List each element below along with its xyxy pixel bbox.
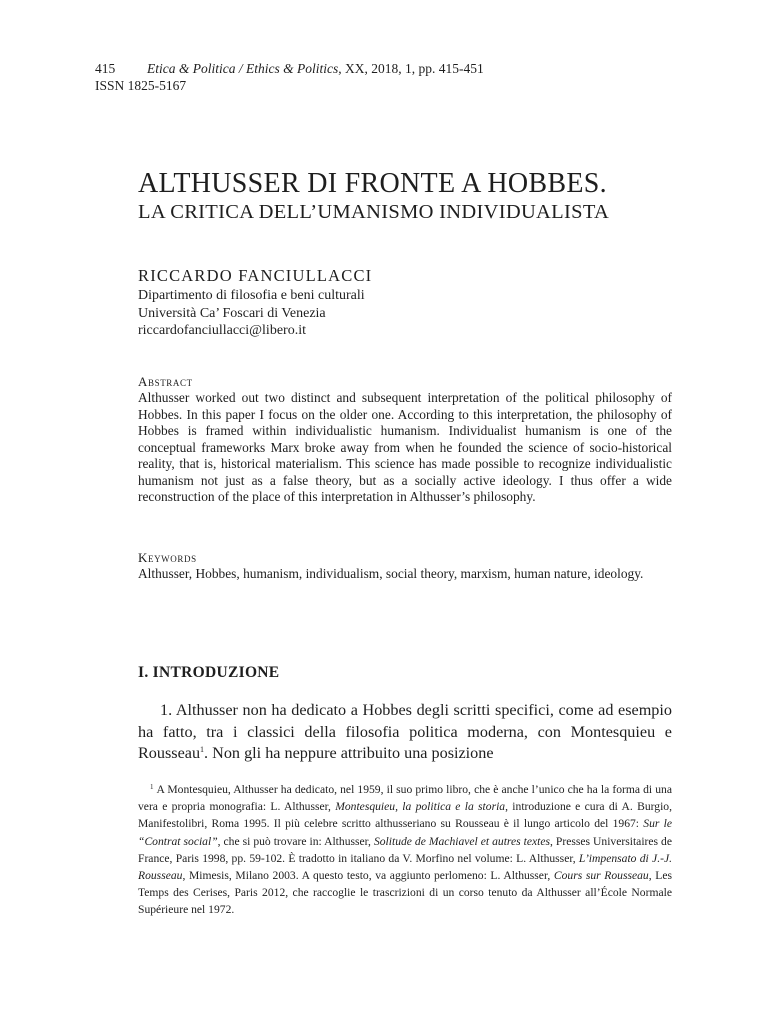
footnote-text: , che si può trovare in: Althusser, [217, 834, 374, 848]
author-university: Università Ca’ Foscari di Venezia [138, 305, 326, 321]
keywords-label: Keywords [138, 550, 197, 565]
citation-info: , XX, 2018, 1, pp. 415-451 [338, 61, 484, 76]
abstract-text: Althusser worked out two distinct and subsequent interpretation of the political philosophy of Hobbes. In this paper I focus on the older one. According to this interpretation, the philosophy of Hobbes is framed within individualistic humanism. Individualist humanism is one of the conceptual frameworks Marx broke away from when he founded the science of socio-historical reality, that is, historical materialism. This science has made possible to recognize individualistic humanism not just as a false theory, but as a socially active ideology. I thus offer a wide reconstruction of the place of this interpretation in Althusser’s philosophy. [138, 390, 672, 504]
journal-name: Etica & Politica / Ethics & Politics [147, 61, 339, 76]
footnote-text: , Presses Universitaires de France, Paris 1998, pp. 59-102. È tradotto in italiano da V. Morfino nel volume: L. Althusser, [138, 834, 672, 865]
footnote-marker: 1 [150, 783, 154, 791]
header-line [95, 60, 484, 77]
footnote-title: Montesquieu, la politica e la storia [335, 800, 506, 814]
title-block [138, 168, 609, 224]
running-header [95, 60, 484, 94]
author-email: riccardofanciullacci@libero.it [138, 323, 306, 338]
footnote-title: Cours sur Rousseau [553, 869, 649, 883]
author-block [138, 265, 372, 340]
body-paragraph [138, 700, 672, 765]
footnote-text: , introduzione e cura di A. Burgio, Manifestolibri, Roma 1995. Il più celebre scritto althusseriano su Rousseau è il lungo articolo del 1967: [138, 800, 672, 831]
abstract-section [138, 374, 672, 506]
article-subtitle: LA CRITICA DELL’UMANISMO INDIVIDUALISTA [138, 201, 610, 223]
footnote-text: A Montesquieu, Althusser ha dedicato, nel 1959, il suo primo libro, che è anche l’unico che ha la forma di una vera e propria monografia: L. Althusser, [138, 783, 672, 814]
page-number: 415 [95, 61, 116, 76]
footnote [138, 779, 672, 919]
author-name: RICCARDO FANCIULLACCI [138, 266, 373, 285]
issn: ISSN 1825-5167 [95, 78, 187, 93]
footnote-text: , Les Temps des Cerises, Paris 2012, che raccoglie le trascrizioni di un corso tenuto da Althusser all’École Normale Supérieure nel 1972. [138, 869, 672, 917]
author-department: Dipartimento di filosofia e beni culturali [138, 288, 365, 303]
section-heading: I. INTRODUZIONE [138, 664, 280, 681]
paragraph-text-continued: . Non gli ha neppure attribuito una posizione [204, 744, 494, 762]
footnote-title: Sur le “Contrat social” [138, 817, 673, 848]
keywords-text: Althusser, Hobbes, humanism, individualism, social theory, marxism, human nature, ideology. [138, 566, 644, 581]
footnote-title: Solitude de Machiavel et autres textes [373, 834, 551, 848]
footnote-text: , Mimesis, Milano 2003. A questo testo, va aggiunto perlomeno: L. Althusser, [182, 869, 554, 883]
paragraph-text: 1. Althusser non ha dedicato a Hobbes degli scritti specifici, come ad esempio ha fatto, tra i classici della filosofia politica moderna, con Montesquieu e Rousseau [138, 701, 672, 762]
keywords-section [138, 550, 672, 583]
article-title: ALTHUSSER DI FRONTE A HOBBES. [138, 168, 607, 199]
footnote-reference: 1 [200, 745, 205, 754]
abstract-label: Abstract [138, 374, 193, 389]
footnote-title: L’impensato di J.-J. Rousseau [138, 851, 672, 883]
